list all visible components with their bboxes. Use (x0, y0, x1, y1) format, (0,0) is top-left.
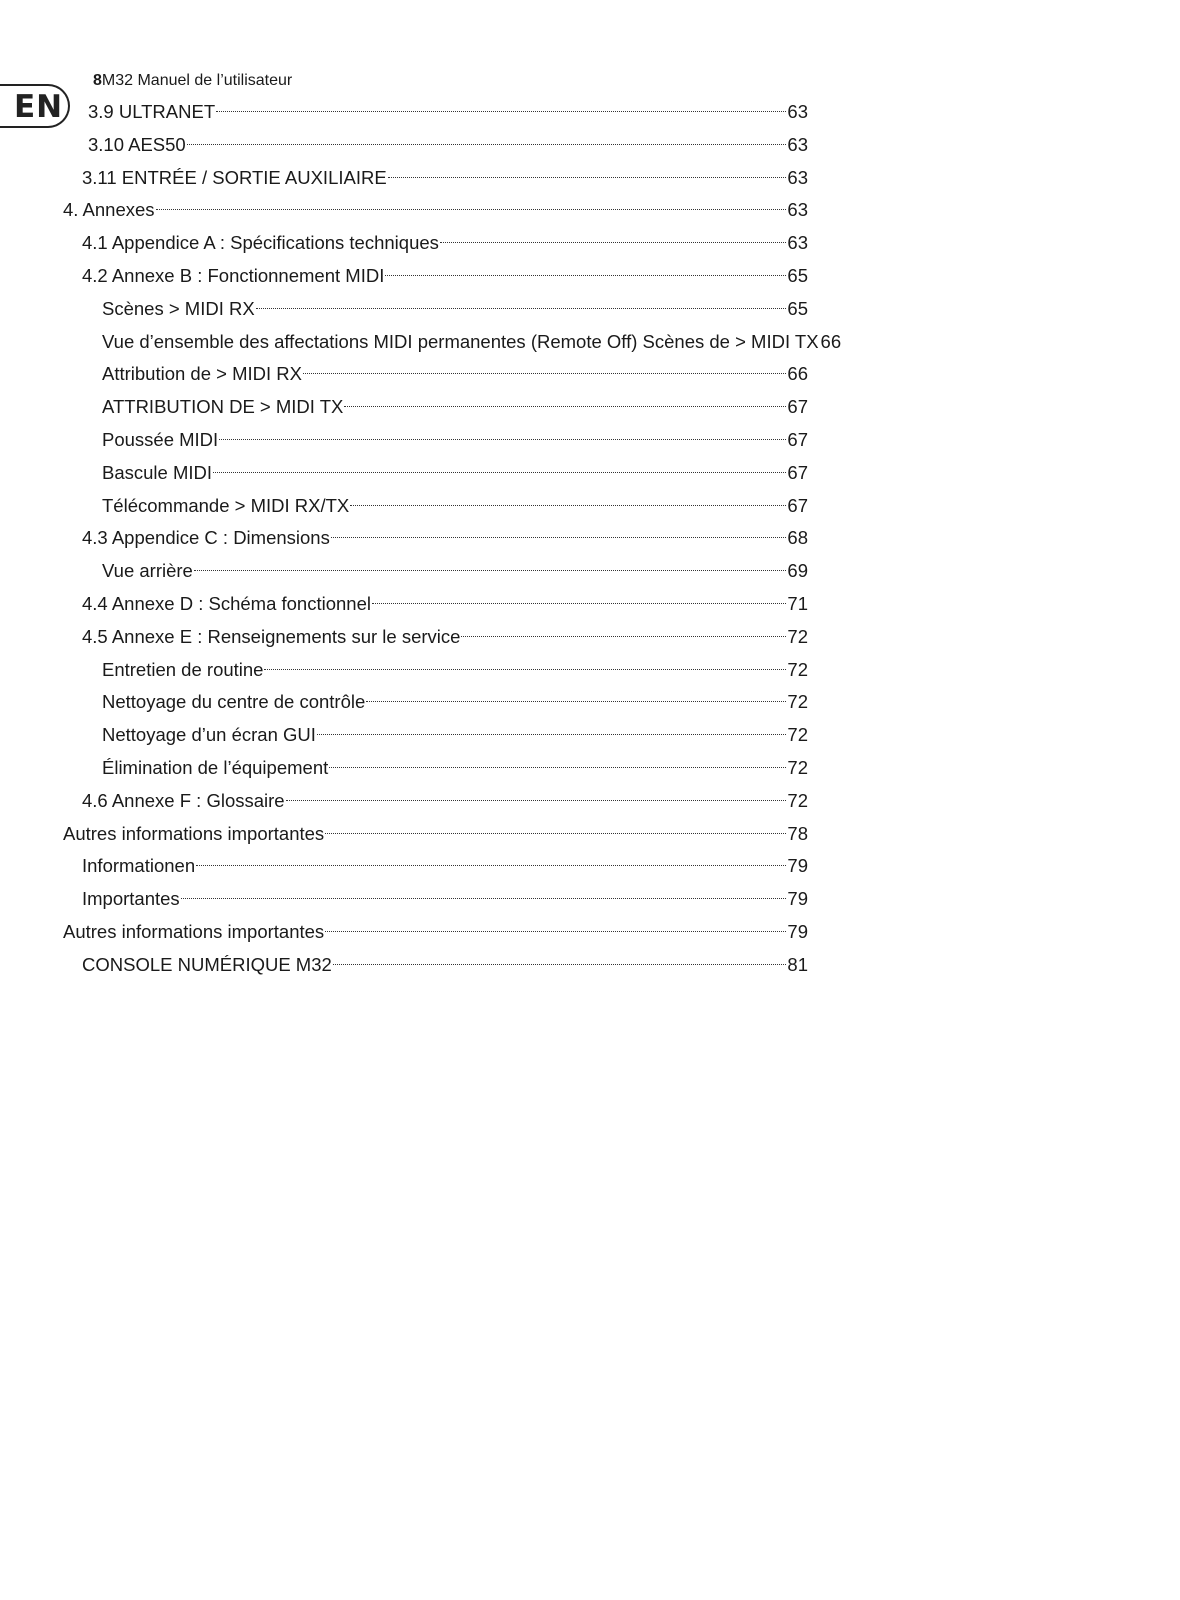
toc-entry-page: 63 (787, 199, 808, 220)
toc-entry-title: Télécommande > MIDI RX/TX (102, 495, 350, 516)
toc-entry-title: Élimination de l’équipement (102, 757, 329, 778)
toc-entry-page: 81 (787, 954, 808, 975)
toc-entry[interactable] (102, 682, 808, 712)
toc-leader-dots (344, 387, 786, 413)
toc-entry-page: 67 (787, 396, 808, 417)
toc-entry-title: 3.9 ULTRANET (88, 101, 216, 122)
toc-entry-title: Nettoyage d’un écran GUI (102, 724, 316, 745)
toc-leader-dots (329, 748, 786, 774)
toc-entry-title: Vue arrière (102, 560, 193, 581)
toc-leader-dots (303, 354, 786, 380)
toc-entry-title: Vue d’ensemble des affectations MIDI permanentes (Remote Off) Scènes de > MIDI TX (102, 331, 819, 352)
toc-entry-page: 63 (787, 232, 808, 253)
toc-leader-dots (440, 223, 787, 249)
toc-leader-dots (156, 190, 787, 216)
toc-entry-page: 79 (787, 855, 808, 876)
toc-entry-page: 68 (787, 527, 808, 548)
toc-entry-title: Informationen (82, 855, 196, 876)
toc-entry[interactable] (63, 190, 808, 220)
toc-entry-title: 4.1 Appendice A : Spécifications techniques (82, 232, 439, 253)
page-header (93, 71, 292, 91)
toc-entry[interactable] (102, 748, 808, 778)
toc-entry-page: 63 (787, 167, 808, 188)
toc-entry-title: 3.10 AES50 (88, 134, 186, 155)
toc-leader-dots (264, 650, 786, 676)
toc-leader-dots (350, 486, 786, 512)
toc-entry[interactable] (82, 223, 808, 253)
toc-leader-dots (216, 92, 786, 118)
toc-entry-page: 72 (787, 724, 808, 745)
toc-entry-page: 72 (787, 626, 808, 647)
toc-leader-dots (219, 420, 786, 446)
toc-entry-page: 67 (787, 429, 808, 450)
toc-entry-page: 63 (787, 134, 808, 155)
toc-entry[interactable] (82, 518, 808, 548)
toc-entry[interactable] (63, 814, 808, 844)
toc-entry[interactable] (102, 322, 842, 352)
language-label: EN (14, 89, 64, 125)
toc-entry[interactable] (82, 584, 808, 614)
toc-entry[interactable] (82, 617, 808, 647)
toc-entry-title: Autres informations importantes (63, 921, 325, 942)
toc-entry[interactable] (102, 650, 808, 680)
toc-entry-title: 4. Annexes (63, 199, 155, 220)
toc-entry[interactable] (102, 453, 808, 483)
toc-entry-page: 66 (787, 363, 808, 384)
toc-entry-title: Nettoyage du centre de contrôle (102, 691, 366, 712)
toc-entry-page: 66 (820, 331, 842, 352)
toc-entry[interactable] (63, 912, 808, 942)
toc-entry[interactable] (102, 715, 808, 745)
toc-leader-dots (256, 289, 787, 315)
toc-entry[interactable] (102, 289, 808, 319)
toc-leader-dots (461, 617, 786, 643)
toc-entry-page: 63 (787, 101, 808, 122)
toc-entry[interactable] (88, 125, 808, 155)
toc-entry[interactable] (82, 256, 808, 286)
toc-entry-title: 4.4 Annexe D : Schéma fonctionnel (82, 593, 371, 614)
toc-entry-page: 71 (787, 593, 808, 614)
toc-entry[interactable] (88, 92, 808, 122)
toc-entry[interactable] (102, 420, 808, 450)
toc-entry-title: 4.6 Annexe F : Glossaire (82, 790, 285, 811)
toc-entry[interactable] (102, 354, 808, 384)
toc-entry-page: 72 (787, 790, 808, 811)
toc-leader-dots (333, 945, 787, 971)
toc-leader-dots (385, 256, 786, 282)
toc-entry-title: 4.5 Annexe E : Renseignements sur le service (82, 626, 461, 647)
toc-leader-dots (286, 781, 787, 807)
toc-entry[interactable] (82, 846, 808, 876)
toc-entry-page: 79 (787, 921, 808, 942)
language-tab (0, 84, 70, 128)
toc-entry-title: Scènes > MIDI RX (102, 298, 255, 319)
toc-leader-dots (213, 453, 786, 479)
toc-entry-page: 72 (787, 691, 808, 712)
toc-entry-page: 78 (787, 823, 808, 844)
document-title: M32 Manuel de l’utilisateur (101, 72, 293, 89)
toc-leader-dots (196, 846, 786, 872)
toc-leader-dots (325, 912, 786, 938)
toc-entry-page: 69 (787, 560, 808, 581)
toc-entry[interactable] (82, 781, 808, 811)
toc-entry[interactable] (102, 551, 808, 581)
toc-entry[interactable] (82, 879, 808, 909)
toc-entry-title: 4.2 Annexe B : Fonctionnement MIDI (82, 265, 385, 286)
toc-entry-page: 72 (787, 757, 808, 778)
toc-leader-dots (372, 584, 786, 610)
toc-entry-title: ATTRIBUTION DE > MIDI TX (102, 396, 344, 417)
toc-entry-page: 67 (787, 495, 808, 516)
toc-leader-dots (194, 551, 787, 577)
toc-entry-title: Autres informations importantes (63, 823, 325, 844)
toc-leader-dots (187, 125, 787, 151)
toc-entry[interactable] (102, 486, 808, 516)
toc-leader-dots (388, 158, 787, 184)
toc-entry-title: 3.11 ENTRÉE / SORTIE AUXILIAIRE (82, 167, 387, 188)
toc-entry-page: 65 (787, 298, 808, 319)
toc-entry[interactable] (82, 158, 808, 188)
page-number: 8 (93, 72, 102, 89)
toc-entry-page: 65 (787, 265, 808, 286)
toc-leader-dots (317, 715, 787, 741)
toc-leader-dots (366, 682, 786, 708)
toc-entry-title: 4.3 Appendice C : Dimensions (82, 527, 330, 548)
toc-entry-page: 67 (787, 462, 808, 483)
toc-entry[interactable] (82, 945, 808, 975)
toc-leader-dots (181, 879, 787, 905)
toc-entry-title: Poussée MIDI (102, 429, 219, 450)
toc-entry-title: Entretien de routine (102, 659, 264, 680)
toc-entry-title: CONSOLE NUMÉRIQUE M32 (82, 954, 332, 975)
toc-entry-title: Importantes (82, 888, 180, 909)
toc-leader-dots (325, 814, 786, 840)
toc-entry-title: Bascule MIDI (102, 462, 213, 483)
toc-entry[interactable] (102, 387, 808, 417)
toc-leader-dots (331, 518, 787, 544)
toc-entry-page: 79 (787, 888, 808, 909)
toc-entry-page: 72 (787, 659, 808, 680)
toc-entry-title: Attribution de > MIDI RX (102, 363, 302, 384)
